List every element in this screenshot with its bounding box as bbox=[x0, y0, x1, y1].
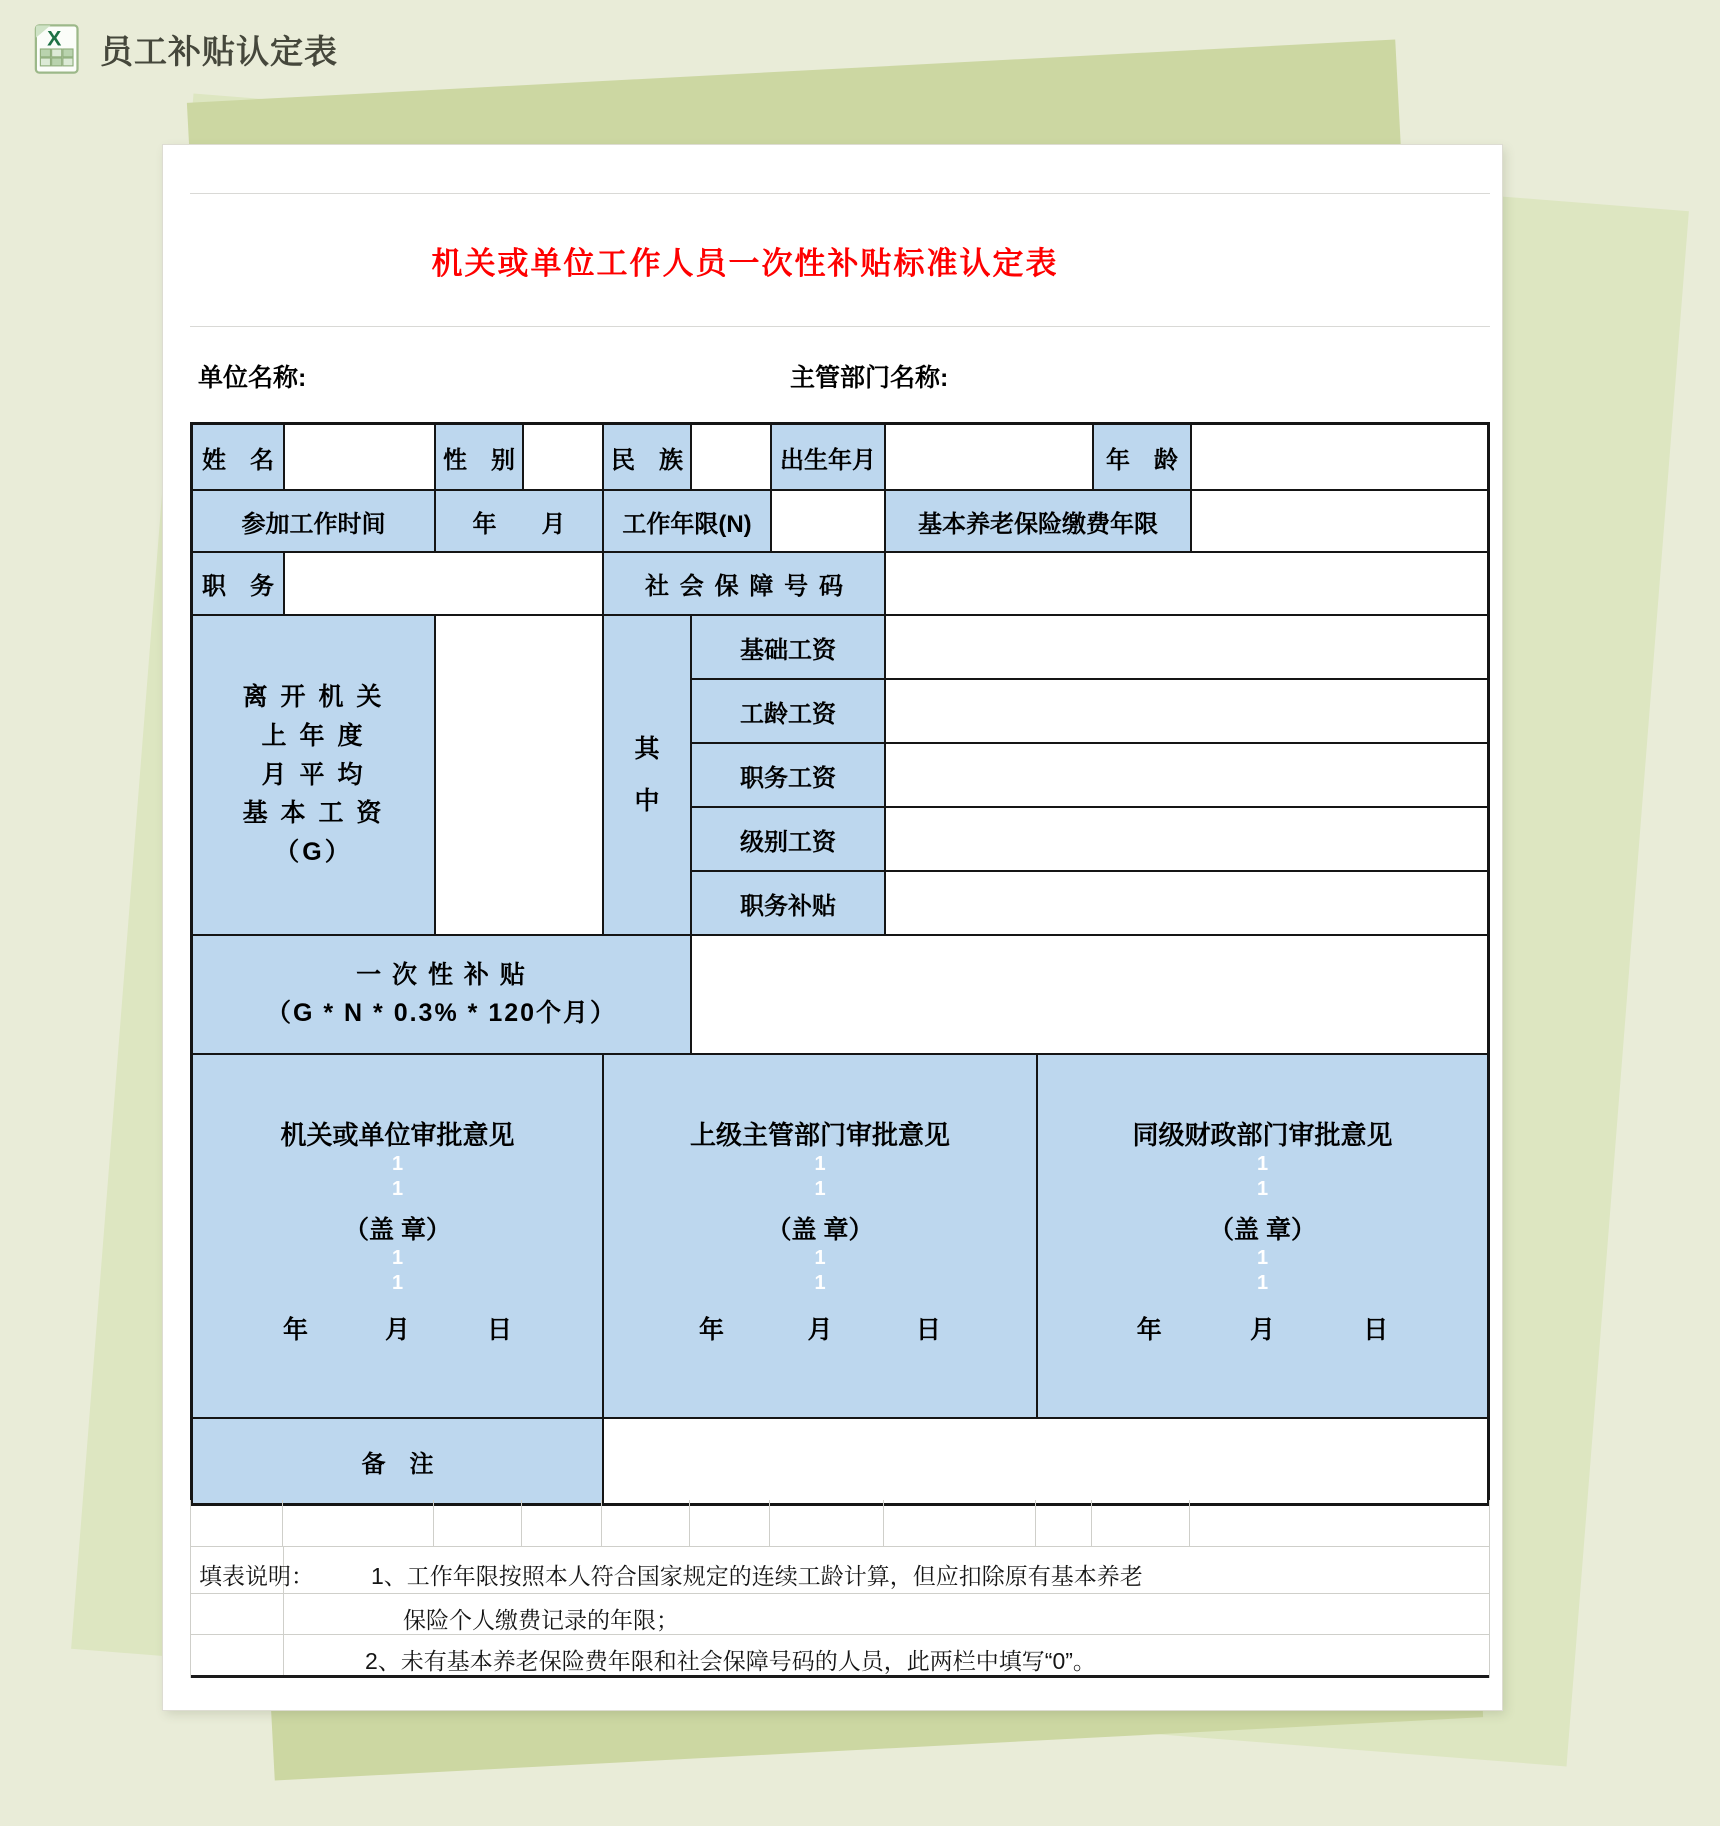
year-token: 年 bbox=[472, 510, 497, 538]
avg-base-salary-line: 基 本 工 资 bbox=[242, 799, 385, 828]
remark-row bbox=[193, 1419, 1487, 1503]
document-page bbox=[163, 145, 1502, 1710]
seal-label: （盖 章） bbox=[1209, 1216, 1316, 1244]
finance-dept-approval-cell[interactable] bbox=[1038, 1055, 1487, 1419]
gender-label: 性 别 bbox=[436, 425, 524, 491]
fill-instructions bbox=[190, 1547, 1490, 1678]
name-value-cell[interactable] bbox=[285, 425, 436, 491]
ethnicity-label: 民 族 bbox=[604, 425, 692, 491]
document-title: 机关或单位工作人员一次性补贴标准认定表 bbox=[431, 245, 1059, 281]
placeholder-one: 1 bbox=[391, 1247, 404, 1269]
placeholder-one: 1 bbox=[814, 1178, 826, 1200]
birth-date-value-cell[interactable] bbox=[886, 425, 1094, 491]
grid-cell bbox=[283, 1500, 434, 1546]
grid-cell bbox=[1036, 1500, 1092, 1546]
among-which-line: 其 bbox=[634, 734, 660, 763]
date-year-token: 年 bbox=[282, 1316, 308, 1344]
position-subsidy-value-cell[interactable] bbox=[886, 872, 1487, 936]
avg-base-salary-line: 月 平 均 bbox=[261, 760, 366, 789]
app-title: 员工补贴认定表 bbox=[100, 32, 338, 70]
grid-cell bbox=[690, 1500, 770, 1546]
table-row bbox=[193, 425, 1487, 491]
ssn-value-cell[interactable] bbox=[886, 553, 1487, 616]
seal-label: （盖 章） bbox=[344, 1216, 451, 1244]
base-wage-label: 基础工资 bbox=[692, 616, 886, 680]
birth-date-label: 出生年月 bbox=[772, 425, 886, 491]
app-header bbox=[28, 22, 338, 76]
avg-base-salary-line: （G） bbox=[274, 838, 353, 867]
placeholder-one: 1 bbox=[391, 1153, 404, 1175]
among-which-line: 中 bbox=[634, 787, 660, 815]
one-time-subsidy-formula: （G * N * 0.3% * 120个月） bbox=[265, 998, 618, 1027]
date-line bbox=[1137, 1310, 1388, 1346]
seniority-wage-value-cell[interactable] bbox=[886, 680, 1487, 744]
grid-cell bbox=[522, 1500, 602, 1546]
placeholder-one: 1 bbox=[391, 1178, 404, 1200]
date-year-token: 年 bbox=[699, 1316, 725, 1344]
age-label: 年 龄 bbox=[1094, 425, 1192, 491]
grid-cell bbox=[1190, 1500, 1485, 1546]
form-table bbox=[190, 422, 1490, 1506]
grid-cell bbox=[602, 1500, 690, 1546]
name-label: 姓 名 bbox=[193, 425, 285, 491]
instruction-line-1: 1、工作年限按照本人符合国家规定的连续工龄计算，但应扣除原有基本养老 bbox=[371, 1563, 1143, 1589]
grid-cell bbox=[1092, 1500, 1190, 1546]
one-time-subsidy-label bbox=[193, 936, 692, 1055]
instruction-line-2: 保险个人缴费记录的年限； bbox=[403, 1607, 679, 1633]
pension-years-label: 基本养老保险缴费年限 bbox=[886, 491, 1192, 553]
age-value-cell[interactable] bbox=[1192, 425, 1487, 491]
date-month-token: 月 bbox=[807, 1316, 833, 1344]
unit-approval-title: 机关或单位审批意见 bbox=[280, 1120, 515, 1150]
work-start-year-month-cell[interactable] bbox=[436, 491, 604, 553]
grid-cell bbox=[434, 1500, 522, 1546]
svg-text:X: X bbox=[47, 26, 62, 51]
placeholder-one: 1 bbox=[814, 1247, 826, 1269]
grid-cell bbox=[884, 1500, 1036, 1546]
placeholder-one: 1 bbox=[391, 1272, 404, 1294]
avg-base-salary-value-cell[interactable] bbox=[436, 616, 604, 936]
unit-name-label: 单位名称: bbox=[198, 364, 307, 392]
date-month-token: 月 bbox=[1249, 1316, 1275, 1344]
among-which-label bbox=[604, 616, 692, 936]
placeholder-one: 1 bbox=[814, 1272, 826, 1294]
instruction-row bbox=[191, 1547, 1489, 1594]
instructions-label: 填表说明： bbox=[199, 1563, 314, 1589]
position-value-cell[interactable] bbox=[285, 553, 604, 616]
work-start-label: 参加工作时间 bbox=[193, 491, 436, 553]
seal-label: （盖 章） bbox=[766, 1216, 874, 1244]
pension-years-value-cell[interactable] bbox=[1192, 491, 1487, 553]
dept-name-label: 主管部门名称: bbox=[790, 364, 949, 392]
table-row bbox=[193, 553, 1487, 616]
gender-value-cell[interactable] bbox=[524, 425, 604, 491]
position-wage-value-cell[interactable] bbox=[886, 744, 1487, 808]
salary-section bbox=[193, 616, 1487, 936]
grade-wage-value-cell[interactable] bbox=[886, 808, 1487, 872]
subsidy-row bbox=[193, 936, 1487, 1055]
remark-label: 备 注 bbox=[193, 1419, 604, 1503]
instruction-line-3: 2、未有基本养老保险费年限和社会保障号码的人员，此两栏中填写“0”。 bbox=[365, 1648, 1096, 1674]
unit-approval-cell[interactable] bbox=[193, 1055, 604, 1419]
base-wage-value-cell[interactable] bbox=[886, 616, 1487, 680]
avg-base-salary-line: 离 开 机 关 bbox=[242, 683, 385, 712]
date-month-token: 月 bbox=[384, 1316, 410, 1344]
ssn-label: 社会保障号码 bbox=[604, 553, 886, 616]
table-row bbox=[193, 491, 1487, 553]
date-day-token: 日 bbox=[486, 1316, 512, 1344]
instruction-row bbox=[191, 1594, 1489, 1635]
excel-icon bbox=[28, 22, 82, 76]
instruction-row bbox=[191, 1635, 1489, 1678]
month-token: 月 bbox=[541, 510, 566, 538]
ethnicity-value-cell[interactable] bbox=[692, 425, 772, 491]
avg-base-salary-label bbox=[193, 616, 436, 936]
unit-row bbox=[190, 326, 1490, 422]
approval-row bbox=[193, 1055, 1487, 1419]
grid-cell bbox=[770, 1500, 884, 1546]
date-line bbox=[283, 1310, 512, 1346]
finance-dept-approval-title: 同级财政部门审批意见 bbox=[1132, 1120, 1393, 1150]
position-label: 职 务 bbox=[193, 553, 285, 616]
superior-dept-approval-title: 上级主管部门审批意见 bbox=[689, 1120, 950, 1150]
placeholder-one: 1 bbox=[1256, 1272, 1269, 1294]
remark-value-cell[interactable] bbox=[604, 1419, 1487, 1503]
date-day-token: 日 bbox=[915, 1316, 941, 1344]
empty-grid-row bbox=[190, 1500, 1490, 1547]
placeholder-one: 1 bbox=[1256, 1153, 1269, 1175]
date-year-token: 年 bbox=[1136, 1316, 1162, 1344]
work-years-label: 工作年限(N) bbox=[604, 491, 772, 553]
grade-wage-label: 级别工资 bbox=[692, 808, 886, 872]
avg-base-salary-line: 上 年 度 bbox=[261, 721, 366, 750]
grid-cell bbox=[191, 1500, 283, 1546]
placeholder-one: 1 bbox=[1256, 1178, 1269, 1200]
work-years-value-cell[interactable] bbox=[772, 491, 886, 553]
superior-dept-approval-cell[interactable] bbox=[604, 1055, 1038, 1419]
seniority-wage-label: 工龄工资 bbox=[692, 680, 886, 744]
position-subsidy-label: 职务补贴 bbox=[692, 872, 886, 936]
document-title-block bbox=[190, 193, 1490, 327]
date-day-token: 日 bbox=[1363, 1316, 1389, 1344]
placeholder-one: 1 bbox=[1256, 1247, 1269, 1269]
date-line bbox=[699, 1310, 941, 1346]
placeholder-one: 1 bbox=[814, 1153, 826, 1175]
one-time-subsidy-value-cell[interactable] bbox=[692, 936, 1487, 1055]
position-wage-label: 职务工资 bbox=[692, 744, 886, 808]
one-time-subsidy-title: 一 次 性 补 贴 bbox=[356, 961, 527, 989]
